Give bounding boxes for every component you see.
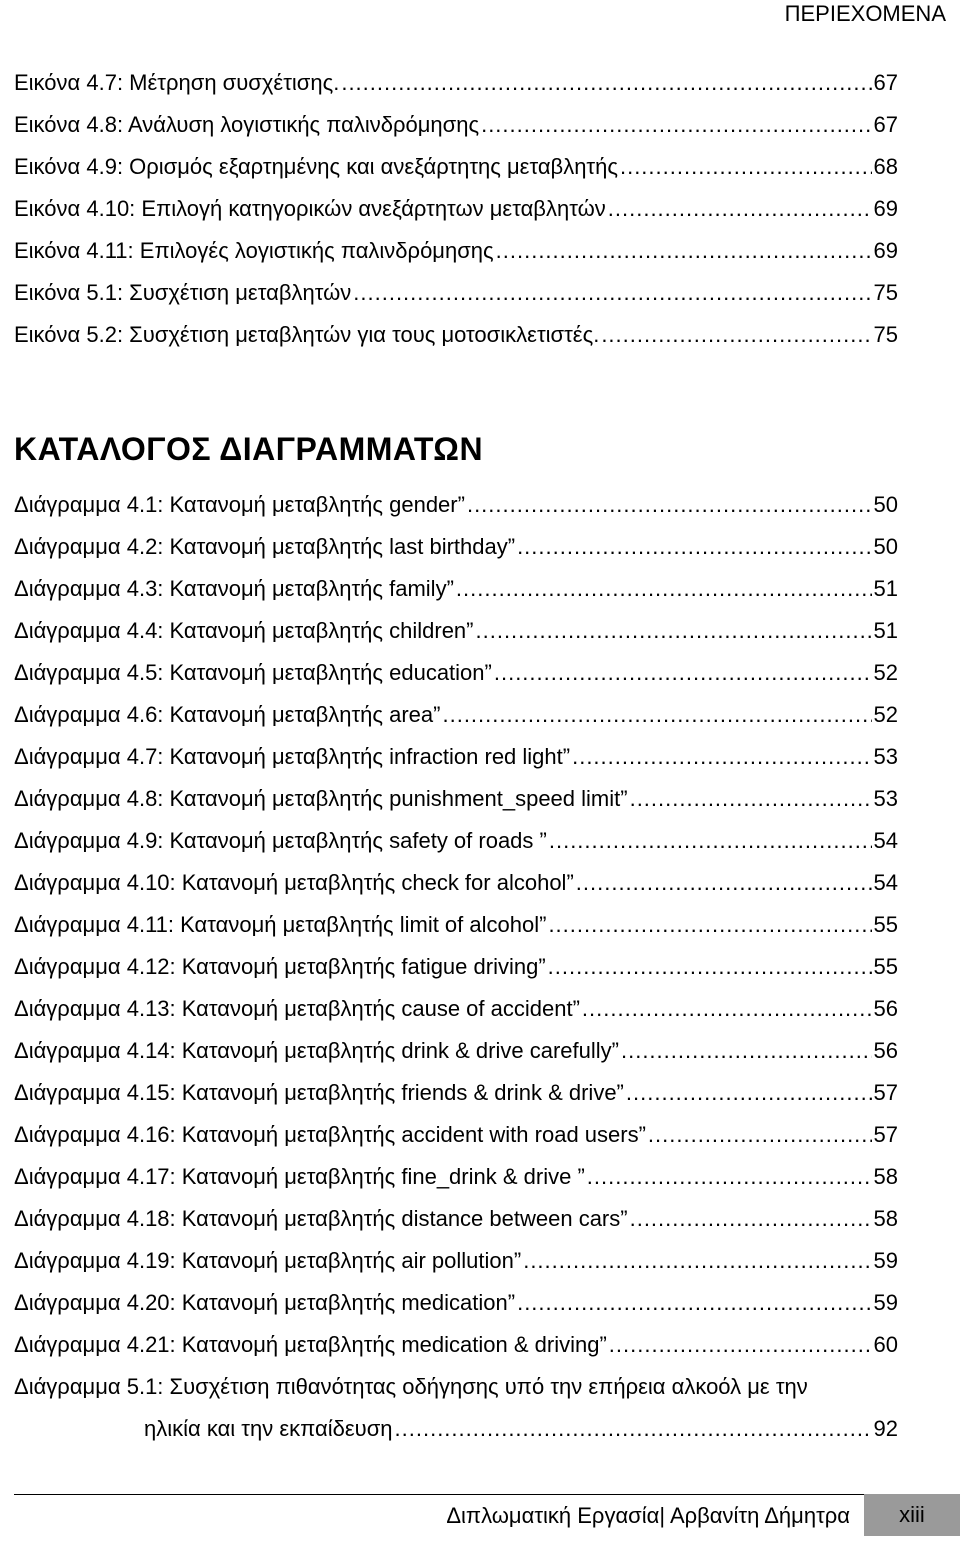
- toc-entry-page: 55: [873, 912, 898, 937]
- toc-entry-figure[interactable]: [14, 188, 898, 230]
- toc-leader-dots: [620, 146, 872, 188]
- toc-entry-label: Διάγραμμα 4.2: Κατανομή μεταβλητής last birthday”: [14, 534, 516, 559]
- toc-entry-page: 59: [873, 1248, 898, 1273]
- toc-entry-figure[interactable]: [14, 62, 898, 104]
- toc-entry-page: 69: [873, 238, 898, 263]
- toc-leader-dots: [442, 694, 871, 736]
- toc-entry-label: Διάγραμμα 4.4: Κατανομή μεταβλητής children”: [14, 618, 474, 643]
- toc-entry-label: Διάγραμμα 4.11: Κατανομή μεταβλητής limit of alcohol”: [14, 912, 547, 937]
- toc-entry-label: Διάγραμμα 4.19: Κατανομή μεταβλητής air pollution”: [14, 1248, 522, 1273]
- toc-entry-page: 51: [873, 618, 898, 643]
- toc-leader-dots: [576, 862, 872, 904]
- toc-entry-label: Διάγραμμα 4.10: Κατανομή μεταβλητής check for alcohol”: [14, 870, 574, 895]
- toc-entry-label: Διάγραμμα 4.6: Κατανομή μεταβλητής area”: [14, 702, 441, 727]
- toc-entry-diagram[interactable]: [14, 1114, 898, 1156]
- toc-entry-diagram[interactable]: [14, 1156, 898, 1198]
- toc-entry-label: Διάγραμμα 4.8: Κατανομή μεταβλητής punishment_speed limit”: [14, 786, 628, 811]
- toc-leader-dots: [601, 314, 871, 356]
- toc-entry-page: 67: [873, 70, 898, 95]
- toc-leader-dots: [523, 1240, 871, 1282]
- toc-entry-diagram[interactable]: [14, 1240, 898, 1282]
- toc-entry-label: Διάγραμμα 4.21: Κατανομή μεταβλητής medication & driving”: [14, 1332, 607, 1357]
- diagrams-list: [14, 484, 898, 1450]
- toc-entry-page: 51: [873, 576, 898, 601]
- toc-entry-page: 55: [873, 954, 898, 979]
- toc-leader-dots: [496, 230, 872, 272]
- toc-entry-page: 56: [873, 996, 898, 1021]
- toc-leader-dots: [587, 1156, 872, 1198]
- toc-entry-figure[interactable]: [14, 230, 898, 272]
- toc-entry-page: 56: [873, 1038, 898, 1063]
- toc-entry-label: Διάγραμμα 4.1: Κατανομή μεταβλητής gender”: [14, 492, 465, 517]
- footer-title: Διπλωματική Εργασία| Αρβανίτη Δήμητρα: [446, 1503, 850, 1528]
- toc-entry-page: 53: [873, 744, 898, 769]
- toc-leader-dots: [582, 988, 872, 1030]
- toc-entry-page: 69: [873, 196, 898, 221]
- toc-entry-page: 52: [873, 702, 898, 727]
- toc-entry-figure[interactable]: [14, 104, 898, 146]
- footer-page-number: xiii: [864, 1494, 960, 1536]
- toc-entry-label: ηλικία και την εκπαίδευση: [144, 1416, 393, 1441]
- toc-leader-dots: [494, 652, 872, 694]
- toc-entry-label: Διάγραμμα 4.20: Κατανομή μεταβλητής medication”: [14, 1290, 516, 1315]
- toc-entry-label: Διάγραμμα 4.17: Κατανομή μεταβλητής fine_drink & drive ”: [14, 1164, 585, 1189]
- toc-entry-page: 57: [873, 1122, 898, 1147]
- toc-leader-dots: [548, 904, 871, 946]
- toc-entry-label: Διάγραμμα 4.9: Κατανομή μεταβλητής safety of roads ”: [14, 828, 547, 853]
- toc-entry-page: 92: [873, 1416, 898, 1441]
- toc-entry-diagram[interactable]: [14, 610, 898, 652]
- toc-leader-dots: [548, 946, 872, 988]
- toc-entry-page: 60: [873, 1332, 898, 1357]
- toc-entry-label: Διάγραμμα 4.3: Κατανομή μεταβλητής family”: [14, 576, 454, 601]
- toc-entry-page: 53: [873, 786, 898, 811]
- figures-list: [14, 62, 898, 356]
- toc-leader-dots: [395, 1408, 872, 1450]
- toc-leader-dots: [341, 62, 871, 104]
- toc-entry-label: Διάγραμμα 4.7: Κατανομή μεταβλητής infraction red light”: [14, 744, 571, 769]
- toc-entry-diagram[interactable]: [14, 484, 898, 526]
- toc-leader-dots: [517, 1282, 871, 1324]
- toc-leader-dots: [630, 1198, 872, 1240]
- toc-entry-label: Εικόνα 4.11: Επιλογές λογιστικής παλινδρόμησης: [14, 238, 494, 263]
- toc-entry-page: 57: [873, 1080, 898, 1105]
- toc-entry-diagram-5-1[interactable]: [14, 1408, 898, 1450]
- toc-entry-page: 52: [873, 660, 898, 685]
- toc-entry-label: Διάγραμμα 4.15: Κατανομή μεταβλητής friends & drink & drive”: [14, 1080, 624, 1105]
- toc-entry-figure[interactable]: [14, 314, 898, 356]
- toc-entry-page: 50: [873, 534, 898, 559]
- toc-leader-dots: [467, 484, 872, 526]
- toc-entry-page: 54: [873, 870, 898, 895]
- toc-leader-dots: [609, 1324, 872, 1366]
- toc-entry-diagram[interactable]: [14, 1282, 898, 1324]
- toc-entry-page: 75: [873, 322, 898, 347]
- toc-entry-page: 67: [873, 112, 898, 137]
- toc-leader-dots: [517, 526, 871, 568]
- toc-leader-dots: [353, 272, 871, 314]
- toc-leader-dots: [572, 736, 871, 778]
- toc-entry-diagram[interactable]: [14, 568, 898, 610]
- toc-entry-label: Εικόνα 4.7: Μέτρηση συσχέτισης.: [14, 70, 340, 95]
- diagrams-section-heading: ΚΑΤΑΛΟΓΟΣ ΔΙΑΓΡΑΜΜΑΤΩΝ: [14, 431, 484, 467]
- toc-entry-diagram[interactable]: [14, 1324, 898, 1366]
- toc-entry-page: 50: [873, 492, 898, 517]
- toc-leader-dots: [648, 1114, 872, 1156]
- toc-entry-label: Διάγραμμα 4.18: Κατανομή μεταβλητής distance between cars”: [14, 1206, 628, 1231]
- toc-entry-diagram[interactable]: [14, 652, 898, 694]
- toc-entry-diagram[interactable]: [14, 1030, 898, 1072]
- toc-leader-dots: [476, 610, 872, 652]
- toc-entry-page: 68: [873, 154, 898, 179]
- toc-entry-label: Διάγραμμα 4.13: Κατανομή μεταβλητής cause of accident”: [14, 996, 580, 1021]
- toc-entry-diagram[interactable]: [14, 862, 898, 904]
- toc-entry-label: Διάγραμμα 4.16: Κατανομή μεταβλητής accident with road users”: [14, 1122, 646, 1147]
- toc-entry-label: Διάγραμμα 4.12: Κατανομή μεταβλητής fatigue driving”: [14, 954, 546, 979]
- toc-leader-dots: [456, 568, 872, 610]
- footer-divider: [14, 1494, 960, 1495]
- toc-entry-figure[interactable]: [14, 146, 898, 188]
- toc-entry-diagram[interactable]: [14, 1072, 898, 1114]
- toc-entry-label: Διάγραμμα 4.14: Κατανομή μεταβλητής drink & drive carefully”: [14, 1038, 619, 1063]
- toc-entry-label: Εικόνα 4.10: Επιλογή κατηγορικών ανεξάρτητων μεταβλητών: [14, 196, 606, 221]
- toc-entry-figure[interactable]: [14, 272, 898, 314]
- toc-entry-diagram[interactable]: [14, 736, 898, 778]
- toc-entry-diagram[interactable]: [14, 694, 898, 736]
- toc-leader-dots: [630, 778, 872, 820]
- toc-entry-diagram[interactable]: [14, 526, 898, 568]
- toc-entry-label: Εικόνα 4.9: Ορισμός εξαρτημένης και ανεξάρτητης μεταβλητής: [14, 154, 618, 179]
- toc-entry-label: Εικόνα 5.1: Συσχέτιση μεταβλητών: [14, 280, 352, 305]
- toc-leader-dots: [608, 188, 872, 230]
- toc-entry-page: 59: [873, 1290, 898, 1315]
- toc-entry-page: 58: [873, 1164, 898, 1189]
- toc-entry-diagram[interactable]: [14, 988, 898, 1030]
- toc-entry-diagram[interactable]: [14, 1198, 898, 1240]
- toc-entry-diagram[interactable]: [14, 946, 898, 988]
- toc-leader-dots: [626, 1072, 872, 1114]
- toc-entry-label: Εικόνα 4.8: Ανάλυση λογιστικής παλινδρόμησης: [14, 112, 480, 137]
- toc-entry-diagram[interactable]: [14, 904, 898, 946]
- toc-leader-dots: [549, 820, 872, 862]
- toc-entry-label: Εικόνα 5.2: Συσχέτιση μεταβλητών για τους μοτοσικλετιστές.: [14, 322, 600, 347]
- toc-entry-label: Διάγραμμα 4.5: Κατανομή μεταβλητής education”: [14, 660, 492, 685]
- toc-leader-dots: [481, 104, 871, 146]
- toc-leader-dots: [621, 1030, 872, 1072]
- toc-entry-page: 58: [873, 1206, 898, 1231]
- toc-entry-diagram[interactable]: [14, 778, 898, 820]
- toc-entry-diagram-5-1-line1[interactable]: Διάγραμμα 5.1: Συσχέτιση πιθανότητας οδήγησης υπό την επήρεια αλκοόλ με την: [14, 1374, 808, 1399]
- toc-entry-diagram[interactable]: [14, 820, 898, 862]
- toc-entry-page: 75: [873, 280, 898, 305]
- toc-entry-page: 54: [873, 828, 898, 853]
- page-header-title: ΠΕΡΙΕΧΟΜΕΝΑ: [784, 1, 946, 26]
